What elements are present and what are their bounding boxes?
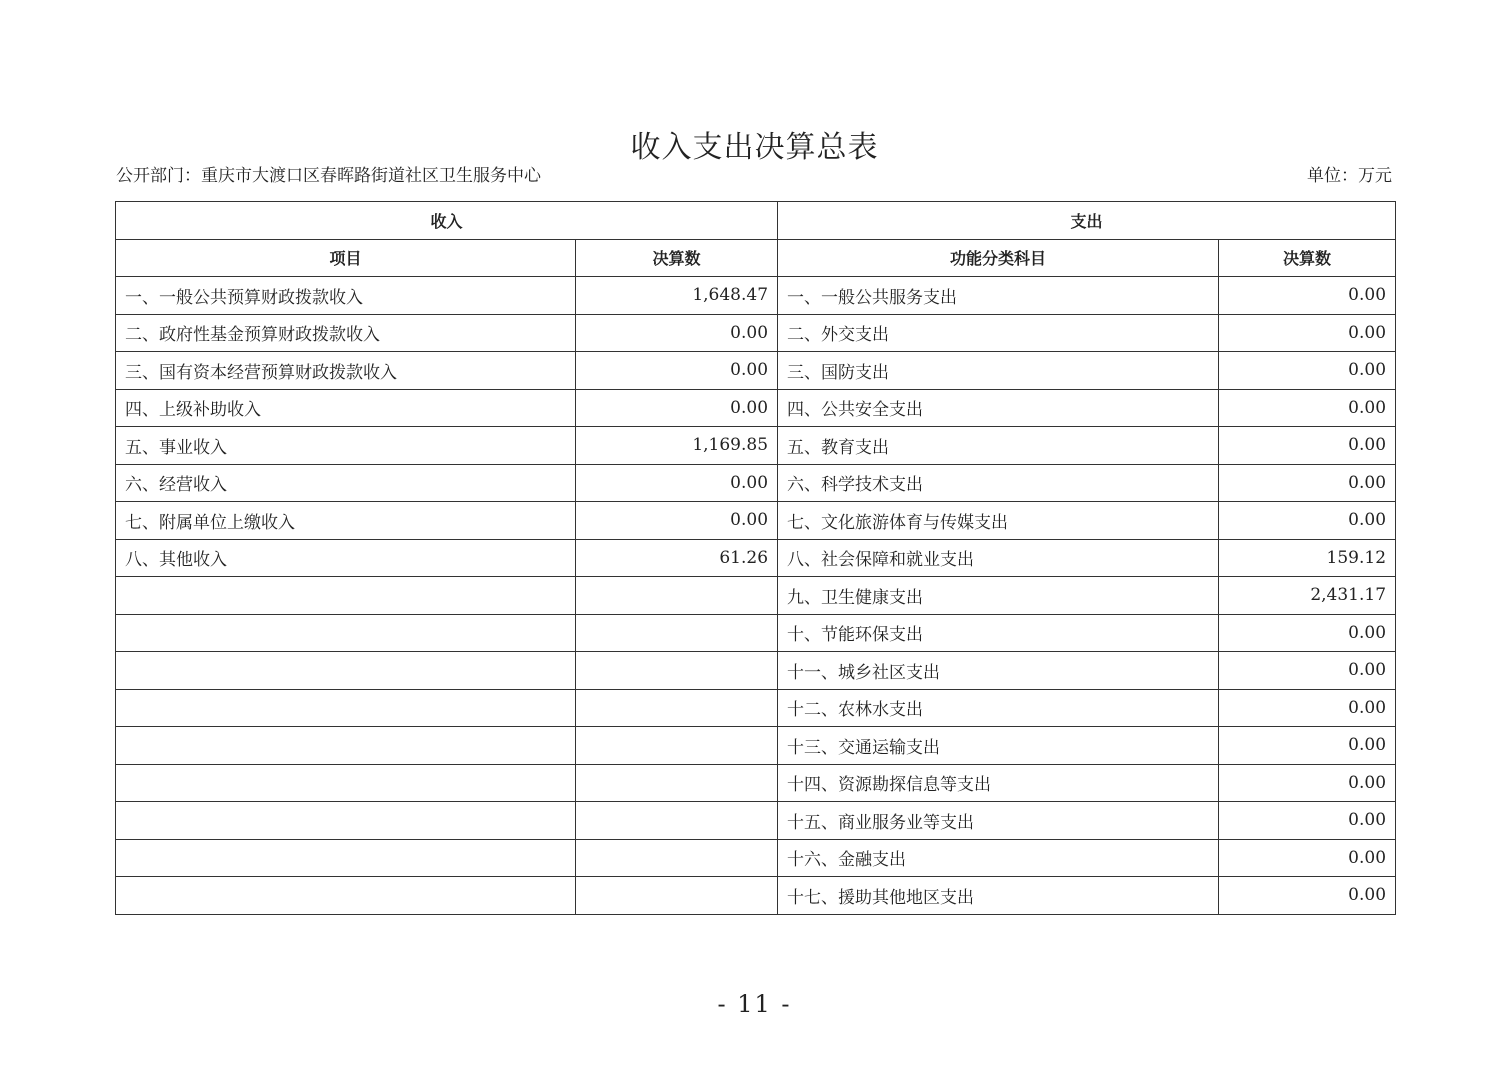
income-amount-cell (576, 614, 778, 652)
table-row (116, 877, 1396, 915)
income-amount-cell (576, 577, 778, 615)
expense-amount-cell: 0.00 (1219, 389, 1396, 427)
table-row (116, 577, 1396, 615)
expense-amount-cell: 0.00 (1219, 314, 1396, 352)
expense-item-header: 功能分类科目 (778, 239, 1219, 277)
table-column-header-row (116, 239, 1396, 277)
expense-item-cell: 七、文化旅游体育与传媒支出 (778, 502, 1219, 540)
income-amount-cell (576, 727, 778, 765)
table-row (116, 839, 1396, 877)
expense-item-cell: 十七、援助其他地区支出 (778, 877, 1219, 915)
income-item-cell: 一、一般公共预算财政拨款收入 (116, 277, 576, 315)
income-item-cell (116, 839, 576, 877)
income-amount-cell: 61.26 (576, 539, 778, 577)
expense-item-cell: 一、一般公共服务支出 (778, 277, 1219, 315)
income-item-cell (116, 577, 576, 615)
expense-item-cell: 九、卫生健康支出 (778, 577, 1219, 615)
table-row (116, 727, 1396, 765)
table-row (116, 502, 1396, 540)
income-item-cell: 六、经营收入 (116, 464, 576, 502)
expense-item-cell: 十三、交通运输支出 (778, 727, 1219, 765)
income-item-cell: 二、政府性基金预算财政拨款收入 (116, 314, 576, 352)
expense-item-cell: 十五、商业服务业等支出 (778, 802, 1219, 840)
expense-amount-cell: 0.00 (1219, 764, 1396, 802)
income-item-cell: 四、上级补助收入 (116, 389, 576, 427)
expense-group-header: 支出 (778, 202, 1396, 240)
table-row (116, 652, 1396, 690)
expense-item-cell: 十、节能环保支出 (778, 614, 1219, 652)
income-group-header: 收入 (116, 202, 778, 240)
table-row (116, 389, 1396, 427)
income-amount-cell: 1,169.85 (576, 427, 778, 465)
unit-label: 单位：万元 (1307, 166, 1392, 186)
expense-amount-cell: 0.00 (1219, 877, 1396, 915)
income-item-cell (116, 614, 576, 652)
table-row (116, 539, 1396, 577)
income-amount-cell: 0.00 (576, 502, 778, 540)
expense-item-cell: 三、国防支出 (778, 352, 1219, 390)
income-item-cell (116, 727, 576, 765)
expense-amount-cell: 0.00 (1219, 352, 1396, 390)
table-row (116, 689, 1396, 727)
expense-amount-cell: 0.00 (1219, 727, 1396, 765)
income-amount-cell: 0.00 (576, 389, 778, 427)
page-title: 收入支出决算总表 (630, 130, 879, 165)
expense-item-cell: 六、科学技术支出 (778, 464, 1219, 502)
expense-item-cell: 十四、资源勘探信息等支出 (778, 764, 1219, 802)
income-item-header: 项目 (116, 239, 576, 277)
income-item-cell (116, 802, 576, 840)
income-amount-cell: 0.00 (576, 314, 778, 352)
table-body (116, 277, 1396, 915)
table-row (116, 352, 1396, 390)
expense-item-cell: 五、教育支出 (778, 427, 1219, 465)
expense-item-cell: 四、公共安全支出 (778, 389, 1219, 427)
income-amount-cell: 1,648.47 (576, 277, 778, 315)
income-item-cell: 八、其他收入 (116, 539, 576, 577)
income-item-cell (116, 764, 576, 802)
expense-item-cell: 二、外交支出 (778, 314, 1219, 352)
page-number: - 11 - (717, 990, 792, 1018)
income-item-cell: 三、国有资本经营预算财政拨款收入 (116, 352, 576, 390)
budget-table (115, 201, 1396, 915)
expense-amount-cell: 0.00 (1219, 802, 1396, 840)
table-row (116, 314, 1396, 352)
income-item-cell (116, 877, 576, 915)
income-amount-header: 决算数 (576, 239, 778, 277)
expense-amount-cell: 0.00 (1219, 689, 1396, 727)
income-amount-cell (576, 802, 778, 840)
department-label: 公开部门：重庆市大渡口区春晖路街道社区卫生服务中心 (116, 166, 541, 186)
income-item-cell: 五、事业收入 (116, 427, 576, 465)
expense-amount-cell: 0.00 (1219, 277, 1396, 315)
income-item-cell (116, 689, 576, 727)
expense-amount-header: 决算数 (1219, 239, 1396, 277)
income-item-cell (116, 652, 576, 690)
income-amount-cell (576, 764, 778, 802)
table-row (116, 277, 1396, 315)
income-amount-cell (576, 839, 778, 877)
income-amount-cell (576, 877, 778, 915)
expense-amount-cell: 0.00 (1219, 652, 1396, 690)
expense-amount-cell: 2,431.17 (1219, 577, 1396, 615)
income-amount-cell (576, 652, 778, 690)
income-amount-cell: 0.00 (576, 352, 778, 390)
table-row (116, 427, 1396, 465)
table-row (116, 464, 1396, 502)
income-amount-cell: 0.00 (576, 464, 778, 502)
income-amount-cell (576, 689, 778, 727)
table-row (116, 802, 1396, 840)
table-row (116, 764, 1396, 802)
income-item-cell: 七、附属单位上缴收入 (116, 502, 576, 540)
expense-amount-cell: 0.00 (1219, 614, 1396, 652)
expense-item-cell: 八、社会保障和就业支出 (778, 539, 1219, 577)
expense-amount-cell: 0.00 (1219, 839, 1396, 877)
expense-amount-cell: 0.00 (1219, 427, 1396, 465)
expense-item-cell: 十六、金融支出 (778, 839, 1219, 877)
expense-amount-cell: 159.12 (1219, 539, 1396, 577)
table-group-header-row (116, 202, 1396, 240)
table-row (116, 614, 1396, 652)
expense-item-cell: 十二、农林水支出 (778, 689, 1219, 727)
expense-amount-cell: 0.00 (1219, 464, 1396, 502)
expense-item-cell: 十一、城乡社区支出 (778, 652, 1219, 690)
expense-amount-cell: 0.00 (1219, 502, 1396, 540)
